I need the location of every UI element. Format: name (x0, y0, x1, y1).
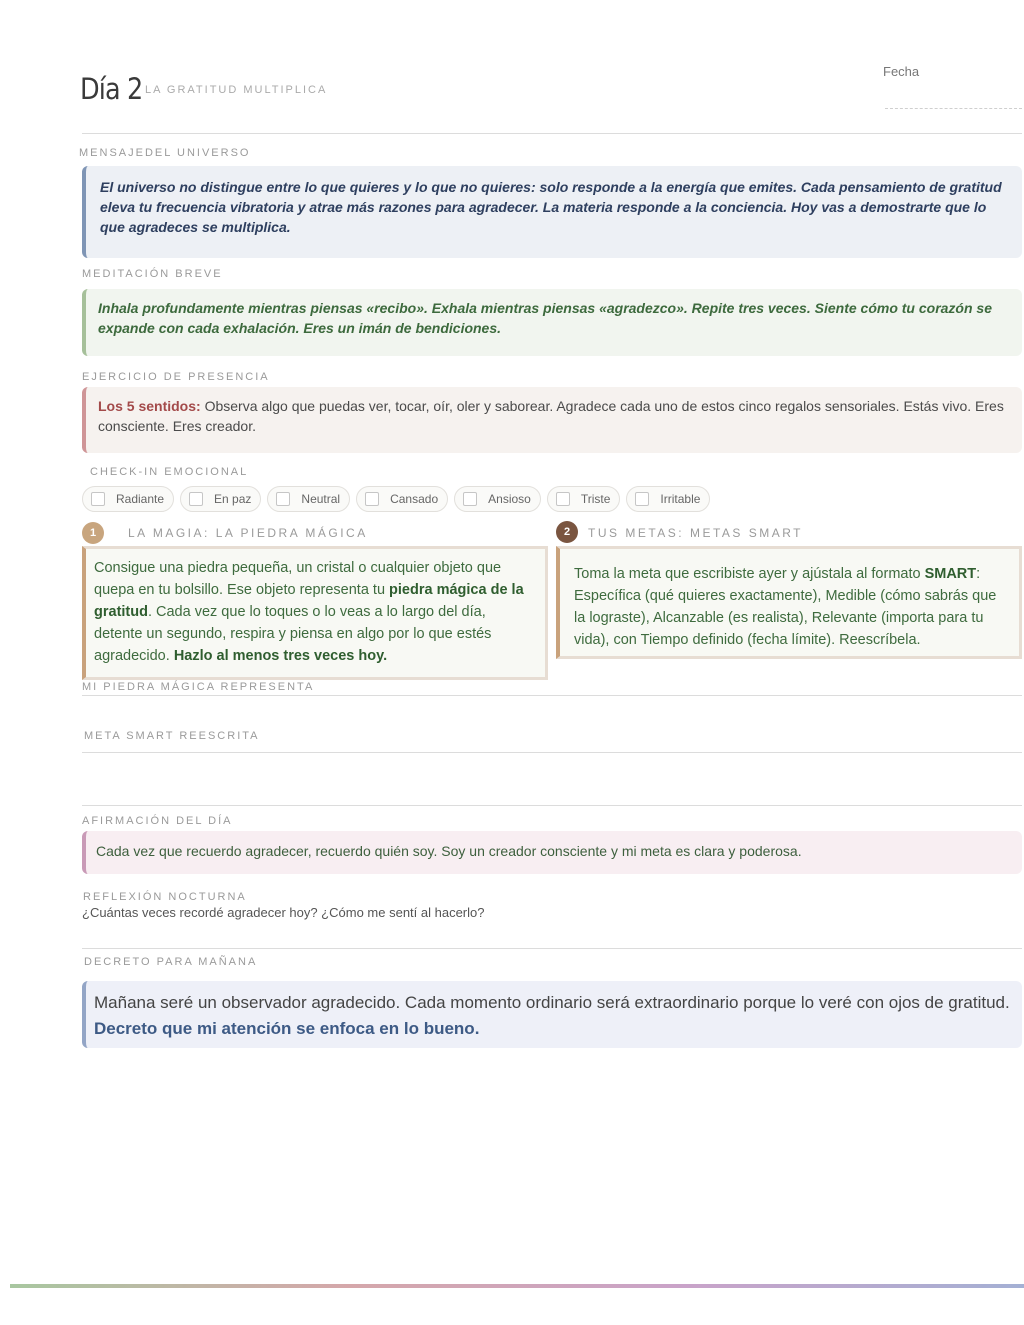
smart-field-label: META SMART REESCRITA (84, 730, 260, 742)
magic-text-bold: piedra mágica de la gratitud (94, 582, 524, 620)
checkin-option-label: Ansioso (488, 492, 531, 506)
checkin-option-triste[interactable] (547, 486, 621, 512)
section-number-badge: 1 (82, 522, 104, 544)
checkin-option-radiante[interactable] (82, 486, 174, 512)
checkin-option-label: Neutral (301, 492, 341, 506)
checkin-option-label: Triste (580, 492, 611, 506)
magic-card (82, 546, 548, 680)
meditation-text: Inhala profundamente mientras piensas «recibo». Exhala mientras piensas «agradezco». Repite tres veces. Siente cómo tu corazón se expande con cada exhalación. Eres un imán de bendiciones. (98, 300, 992, 336)
checkin-label: CHECK-IN EMOCIONAL (90, 466, 249, 478)
goals-text-bold: SMART (924, 566, 977, 582)
presence-label: EJERCICIO DE PRESENCIA (82, 371, 270, 383)
affirmation-label: AFIRMACIÓN DEL DÍA (82, 815, 233, 827)
goals-card (556, 546, 1022, 659)
goals-text (574, 563, 1005, 651)
magic-title: LA MAGIA: LA PIEDRA MÁGICA (128, 526, 368, 540)
decorative-bottom-bar (10, 1284, 1024, 1288)
header-divider (82, 133, 1022, 134)
checkin-option-label: Cansado (390, 492, 439, 506)
night-label: REFLEXIÓN NOCTURNA (83, 891, 247, 903)
checkin-option-label: Irritable (660, 492, 701, 506)
decree-box (82, 981, 1022, 1048)
smart-field-line[interactable] (82, 752, 1022, 753)
checkbox-icon[interactable] (365, 492, 379, 506)
checkin-option-cansado[interactable] (356, 486, 448, 512)
checkin-option-label: En paz (214, 492, 252, 506)
checkbox-icon[interactable] (189, 492, 203, 506)
magic-text-bold: Hazlo al menos tres veces hoy. (173, 648, 388, 664)
checkin-option-ansioso[interactable] (454, 486, 541, 512)
checkin-options (82, 486, 710, 512)
goals-title: TUS METAS: METAS SMART (588, 526, 804, 540)
stone-field-line[interactable] (82, 695, 1022, 696)
presence-body: Observa algo que puedas ver, tocar, oír, oler y saborear. Agradece cada uno de estos cinco regalos sensoriales. Estás vivo. Eres consciente. Eres creador. (98, 398, 1004, 434)
stone-field-label: MI PIEDRA MÁGICA REPRESENTA (82, 681, 315, 693)
decree-text-part: Mañana seré un observador agradecido. Cada momento ordinario será extraordinario porque lo veré con ojos de gratitud. (94, 993, 1010, 1012)
page-subtitle: LA GRATITUD MULTIPLICA (145, 84, 328, 96)
date-field[interactable] (885, 108, 1022, 109)
checkbox-icon[interactable] (635, 492, 649, 506)
meditation-box (82, 289, 1022, 356)
presence-lead: Los 5 sentidos: (98, 398, 201, 414)
decree-text-bold: Decreto que mi atención se enfoca en lo bueno. (94, 1019, 480, 1038)
magic-text-part: Consigue una piedra pequeña, un cristal o cualquier objeto que quepa en tu bolsillo. Ese objeto representa tu (94, 560, 502, 598)
decree-text (94, 990, 1014, 1042)
checkbox-icon[interactable] (463, 492, 477, 506)
goals-text-part: : Específica (qué quieres exactamente), Medible (cómo sabrás que la lograste), Alcanzable (es realista), Relevante (importa para tu vida), con Tiempo definido (fecha límite). Reescríbela. (574, 566, 997, 648)
magic-text (94, 557, 537, 667)
checkin-option-label: Radiante (116, 492, 165, 506)
decree-label: DECRETO PARA MAÑANA (84, 956, 258, 968)
universe-message-text: El universo no distingue entre lo que quieres y lo que no quieres: solo responde a la energía que emites. Cada pensamiento de gratitud eleva tu frecuencia vibratoria y atrae más razones para agradecer. La materia responde a la conciencia. Hoy vas a demostrarte que lo que agradeces se multiplica. (100, 179, 1002, 235)
page-title: Día 2 (80, 72, 143, 106)
checkbox-icon[interactable] (556, 492, 570, 506)
universe-message-box (82, 166, 1022, 258)
meditation-label: MEDITACIÓN BREVE (82, 268, 223, 280)
affirmation-box (82, 831, 1022, 874)
section-number-badge: 2 (556, 521, 578, 543)
checkbox-icon[interactable] (91, 492, 105, 506)
night-answer-line[interactable] (82, 948, 1022, 949)
checkin-option-neutral[interactable] (267, 486, 350, 512)
date-label: Fecha (883, 64, 920, 79)
checkin-option-irritable[interactable] (626, 486, 710, 512)
goals-text-part: Toma la meta que escribiste ayer y ajústala al formato (574, 566, 925, 582)
presence-text (98, 396, 1010, 436)
night-question: ¿Cuántas veces recordé agradecer hoy? ¿Cómo me sentí al hacerlo? (82, 905, 485, 920)
magic-text-part: . Cada vez que lo toques o lo veas a lo largo del día, detente un segundo, respira y piensa en algo por lo que estés agradecido. (94, 604, 492, 664)
presence-box (82, 387, 1022, 453)
checkbox-icon[interactable] (276, 492, 290, 506)
affirmation-text: Cada vez que recuerdo agradecer, recuerdo quién soy. Soy un creador consciente y mi meta es clara y poderosa. (96, 843, 802, 859)
universe-label: MENSAJEDEL UNIVERSO (79, 147, 251, 159)
smart-field-line-2[interactable] (82, 805, 1022, 806)
checkin-option-en-paz[interactable] (180, 486, 261, 512)
